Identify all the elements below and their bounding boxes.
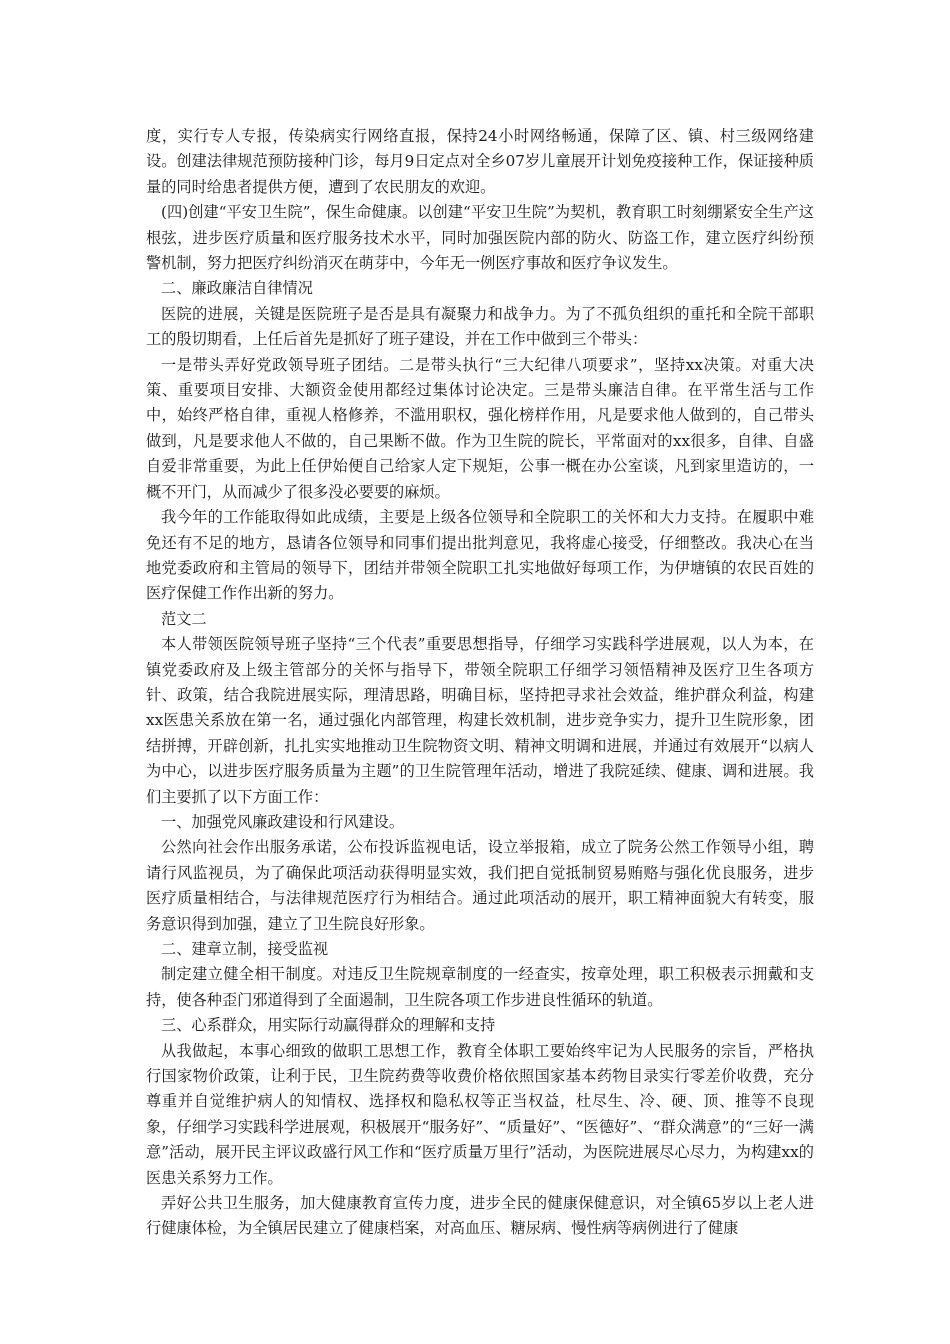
paragraph-public-commitment: 公然向社会作出服务承诺，公布投诉监视电话，设立举报箱，成立了院务公然工作领导小组，聘请行风监视员，为了确保此项活动获得明显实效，我们把自觉抵制贸易贿赂与强化优良服务，进步医疗质量相结合，与法律规范医疗行为相结合。通过此项活动的展开，职工精神面貌大有转变，服务意识得到加强，建立了卫生院良好形象。	[146, 838, 814, 933]
section-heading-sample-two: 范文二	[161, 609, 207, 628]
paragraph-three-leads: 一是带头弄好党政领导班子团结。二是带头执行“三大纪律八项要求”，坚持xx决策。对重大决策、重要项目安排、大额资金使用都经过集体讨论决定。三是带头廉洁自律。在平常生活与工作中，始终严格自律，重视人格修养，不滥用职权，强化榜样作用，凡是要求他人做到的，自己带头做到，凡是要求他人不做的，自己果断不做。作为卫生院的院长，平常面对的xx很多，自律、自盛自爱非常重要，为此上任伊始便自己给家人定下规矩，公事一概在办公室谈，凡到家里造访的，一概不开门，从而减少了很多没必要要的麻烦。	[146, 355, 814, 501]
section-heading-integrity: 二、廉政廉洁自律情况	[161, 279, 313, 298]
paragraph-overview: 本人带领医院领导班子坚持“三个代表”重要思想指导，仔细学习实践科学进展观，以人为本，在镇党委政府及上级主管部分的关怀与指导下，带领全院职工仔细学习领悟精神及医疗卫生各项方针、政策，结合我院进展实际，理清思路，明确目标，坚持把寻求社会效益，维护群众利益，构建xx医患关系放在第一名，通过强化内部管理，构建长效机制，进步竞争实力，提升卫生院形象，团结拼搏，开辟创新，扎扎实实地推动卫生院物资文明、精神文明调和进展，并通过有效展开“以病人为中心，以进步医疗服务质量为主题”的卫生院管理年活动，增进了我院延续、健康、调和进展。我们主要抓了以下方面工作：	[146, 635, 814, 806]
section-heading-regulations: 二、建章立制，接受监视	[161, 940, 329, 958]
paragraph-safe-hospital: (四)创建“平安卫生院”，保生命健康。以创建“平安卫生院”为契机，教育职工时刻绷紧安全生产这根弦，进步医疗质量和医疗服务技术水平，同时加强医院内部的防火、防盗工作，建立医疗纠纷预警机制，努力把医疗纠纷消灭在萌芽中，今年无一例医疗事故和医疗争议发生。	[146, 203, 814, 273]
paragraph-regulations: 制定建立健全相干制度。对违反卫生院规章制度的一经查实，按章处理，职工积极表示拥戴和支持，使各种歪门邪道得到了全面遏制，卫生院各项工作步进良性循环的轨道。	[146, 965, 814, 1009]
paragraph-leadership: 医院的进展，关键是医院班子是否是具有凝聚力和战争力。为了不孤负组织的重托和全院干部职工的殷切期看，上任后首先是抓好了班子建设，并在工作中做到三个带头：	[146, 304, 814, 349]
section-heading-care-for-masses: 三、心系群众，用实际行动赢得群众的理解和支持	[161, 1016, 496, 1035]
paragraph-conclusion: 我今年的工作能取得如此成绩，主要是上级各位领导和全院职工的关怀和大力支持。在履职中难免还有不足的地方，恳请各位领导和同事们提出批判意见，我将虚心接受，仔细整改。我决心在当地党委政府和主管局的领导下，团结并带领全院职工扎实地做好每项工作，为伊塘镇的农民百姓的医疗保健工作作出新的努力。	[146, 508, 814, 603]
document-body	[146, 124, 814, 1242]
paragraph-start-from-me: 从我做起，本事心细致的做职工思想工作，教育全体职工要始终牢记为人民服务的宗旨，严格执行国家物价政策，让利于民，卫生院药费等收费价格依照国家基本药物目录实行零差价收费，充分尊重并自觉维护病人的知情权、选择权和隐私权等正当权益，杜尽生、冷、硬、顶、推等不良现象，仔细学习实践科学进展观，积极展开“服务好”、“质量好”、“医德好”、“群众满意”的“三好一满意”活动，展开民主评议政盛行风工作和“医疗质量万里行”活动，为医院进展尽心尽力，为构建xx的医患关系努力工作。	[146, 1041, 814, 1187]
section-heading-party-style: 一、加强党风廉政建设和行风建设。	[161, 812, 404, 831]
paragraph-public-health: 弄好公共卫生服务，加大健康教育宣传力度，进步全民的健康保健意识，对全镇65岁以上老人进行健康体检，为全镇居民建立了健康档案，对高血压、糖尿病、慢性病等病例进行了健康	[146, 1194, 814, 1238]
paragraph-continued: 度，实行专人专报，传染病实行网络直报，保持24小时网络畅通，保障了区、镇、村三级网络建设。创建法律规范预防接种门诊，每月9日定点对全乡07岁儿童展开计划免疫接种工作，保证接种质量的同时给患者提供方便，遭到了农民朋友的欢迎。	[146, 127, 814, 196]
